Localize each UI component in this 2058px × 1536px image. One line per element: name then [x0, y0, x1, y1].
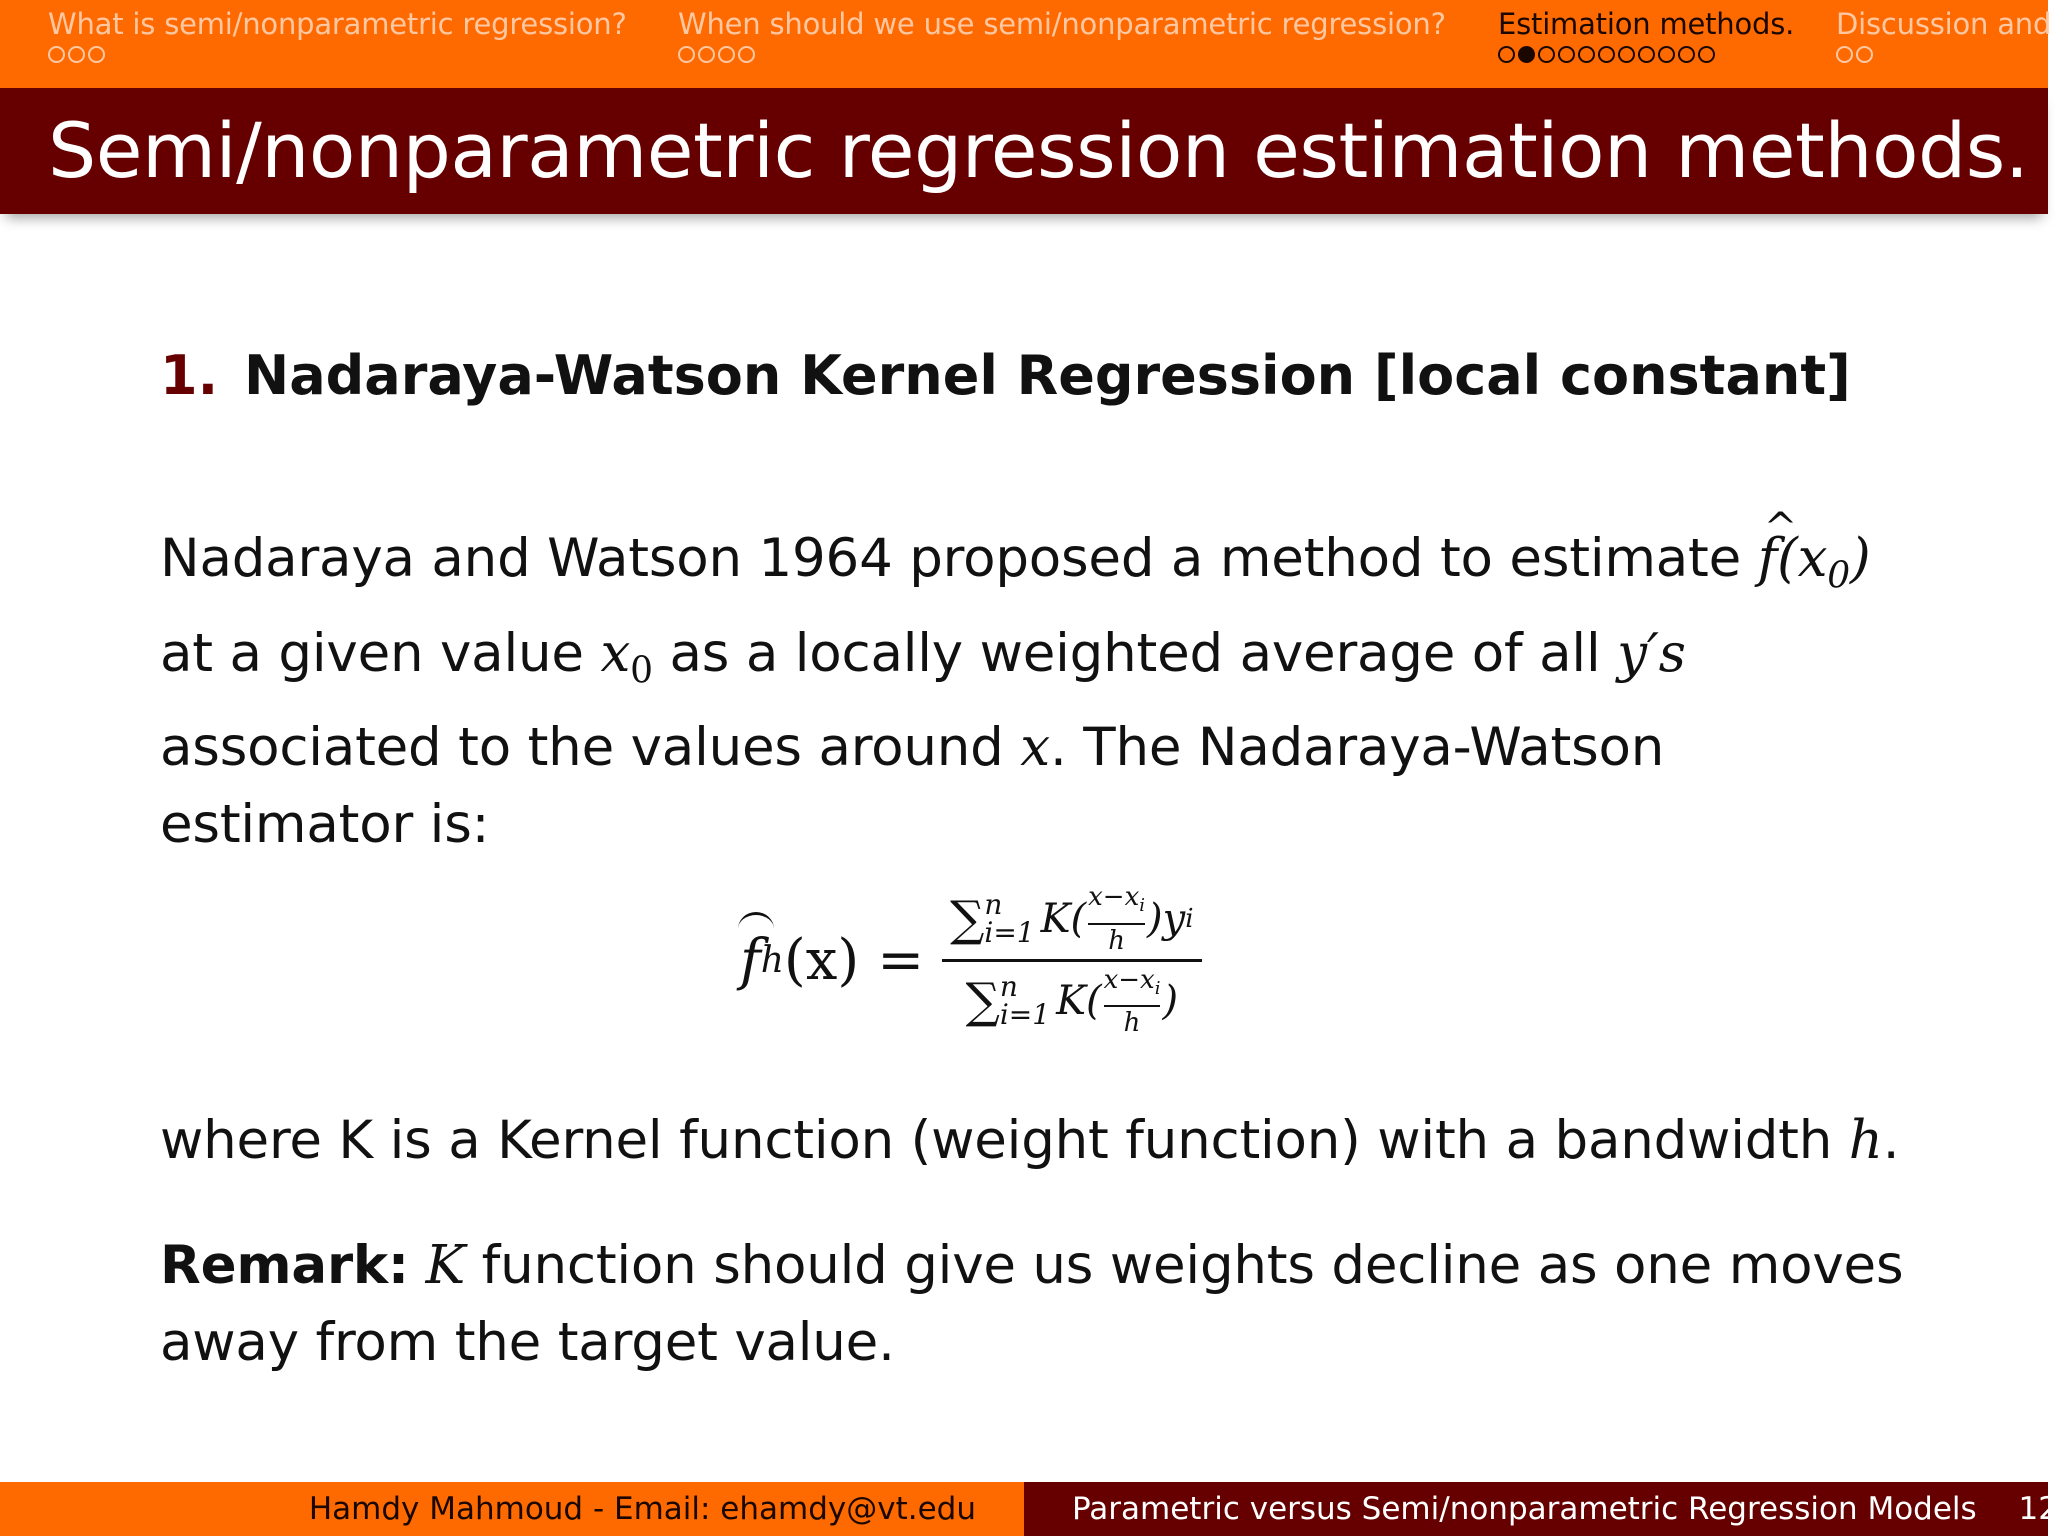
footer-title-block: [1024, 1482, 2058, 1536]
text-run: associated to the values around: [160, 717, 1021, 779]
text-run: as a locally weighted average of all: [652, 622, 1618, 684]
math-K: K: [425, 1235, 465, 1296]
math-run: (x: [1777, 528, 1828, 589]
nav-frame-dot[interactable]: [678, 46, 695, 63]
formula-denominator: [958, 966, 1187, 1037]
nadaraya-watson-formula: [740, 880, 1202, 1040]
fraction-bar: [1088, 923, 1145, 925]
sum-upper: n: [999, 970, 1018, 1004]
math-run: ): [1850, 528, 1871, 589]
sum-limits: [984, 887, 1035, 949]
nav-frame-dot[interactable]: [1638, 46, 1655, 63]
kernel-close: ): [1162, 978, 1179, 1025]
sum-limits: [999, 970, 1051, 1032]
math-run: (x): [783, 927, 860, 993]
equals-sign: =: [877, 927, 925, 993]
math-f-hat: ^ f: [1758, 520, 1777, 597]
nav-section-estimation-methods[interactable]: [1498, 6, 1794, 64]
text-run: where K is a Kernel function (weight function) with a bandwidth: [160, 1110, 1849, 1171]
math-subscript: h: [760, 939, 784, 981]
kernel-open: K(: [1056, 978, 1102, 1025]
math-subscript: i: [1154, 977, 1161, 999]
nav-frame-dot[interactable]: [1678, 46, 1695, 63]
nav-section-title[interactable]: When should we use semi/nonparametric regression?: [678, 7, 1446, 41]
text-run: .: [1882, 1110, 1900, 1171]
kernel-argument-fraction: [1088, 883, 1145, 954]
paragraph-line: [160, 520, 1900, 615]
nav-frame-dot[interactable]: [1698, 46, 1715, 63]
nav-section-title[interactable]: Estimation methods.: [1498, 7, 1795, 41]
nav-frame-dot[interactable]: [1518, 46, 1535, 63]
kernel-argument-fraction: [1104, 966, 1161, 1037]
math-subscript: i: [1185, 903, 1194, 934]
nav-section-title[interactable]: Discussion and: [1836, 7, 2052, 41]
nav-frame-dot[interactable]: [718, 46, 735, 63]
nav-section-dots[interactable]: [1836, 44, 2051, 64]
math-arg: [784, 928, 859, 993]
text-run: function should give us weights decline as one moves: [465, 1235, 1904, 1296]
math-h: h: [1848, 1110, 1883, 1171]
footer-author: Hamdy Mahmoud - Email: ehamdy@vt.edu: [0, 1482, 1024, 1536]
nav-frame-dot[interactable]: [1578, 46, 1595, 63]
fraction-bar: [1104, 1005, 1161, 1007]
nav-frame-dot[interactable]: [48, 46, 65, 63]
formula-numerator: [942, 883, 1201, 954]
nav-section-dots[interactable]: [48, 44, 627, 64]
nav-section-title[interactable]: What is semi/nonparametric regression?: [48, 7, 627, 41]
frame-title: Semi/nonparametric regression estimation methods.: [48, 106, 2029, 195]
nav-section-discussion[interactable]: [1836, 6, 2051, 64]
remark-label: Remark:: [160, 1235, 409, 1296]
paragraph-line: [160, 615, 1900, 710]
math-run: x−x: [1103, 964, 1155, 995]
item-heading: [160, 340, 1920, 412]
nav-frame-dot[interactable]: [738, 46, 755, 63]
text-run: at a given value: [160, 622, 601, 684]
kernel-close: )y: [1147, 895, 1186, 942]
fraction-bar: [942, 959, 1201, 962]
paragraph-line: estimator is:: [160, 794, 490, 856]
remark-block: [160, 1227, 1920, 1381]
footer-page-number: 12: [2018, 1491, 2058, 1527]
nav-section-when-to-use[interactable]: [678, 6, 1446, 64]
math-f-widehat: f: [740, 927, 761, 993]
section-navigation-bar: [0, 0, 2052, 88]
footer-title: Parametric versus Semi/nonparametric Regression Models: [1072, 1491, 1977, 1527]
mini-denominator: h: [1108, 925, 1125, 956]
math-y-prime-s: y′s: [1617, 622, 1686, 684]
nav-section-dots[interactable]: [1498, 44, 1794, 64]
nav-section-dots[interactable]: [678, 44, 1446, 64]
nav-frame-dot[interactable]: [1538, 46, 1555, 63]
nav-frame-dot[interactable]: [1498, 46, 1515, 63]
item-heading-block: [160, 340, 1920, 412]
nav-frame-dot[interactable]: [1856, 46, 1873, 63]
sum-upper: n: [984, 887, 1003, 921]
nav-frame-dot[interactable]: [698, 46, 715, 63]
sum-symbol: ∑: [965, 973, 1000, 1030]
formula-fraction: [942, 883, 1201, 1036]
sum-lower: i=1: [999, 998, 1051, 1032]
nav-frame-dot[interactable]: [68, 46, 85, 63]
sum-lower: i=1: [984, 915, 1035, 949]
nav-frame-dot[interactable]: [1598, 46, 1615, 63]
nav-frame-dot[interactable]: [1658, 46, 1675, 63]
paragraph-line: [160, 709, 1900, 786]
nav-frame-dot[interactable]: [1558, 46, 1575, 63]
text-run: . The Nadaraya-Watson: [1049, 717, 1665, 779]
nav-frame-dot[interactable]: [88, 46, 105, 63]
mini-numerator: [1104, 966, 1161, 1003]
item-heading-text: Nadaraya-Watson Kernel Regression [local constant]: [244, 344, 1851, 407]
formula-lhs: [740, 928, 859, 993]
math-subscript: 0: [1827, 555, 1850, 597]
kernel-description: [160, 1102, 1920, 1179]
paragraph-line: away from the target value.: [160, 1312, 895, 1373]
text-run: Nadaraya and Watson 1964 proposed a method to estimate: [160, 528, 1758, 589]
math-run: x−x: [1088, 882, 1140, 913]
item-number: 1.: [160, 344, 219, 407]
frame-title-bar: [0, 88, 2048, 214]
nav-frame-dot[interactable]: [1618, 46, 1635, 63]
math-x: x: [600, 622, 631, 684]
kernel-open: K(: [1040, 895, 1087, 942]
mini-numerator: [1088, 883, 1145, 920]
math-subscript: 0: [630, 650, 653, 692]
math-subscript: i: [1139, 895, 1146, 917]
sum-symbol: ∑: [950, 890, 985, 947]
nav-section-what-is[interactable]: [48, 6, 627, 64]
mini-denominator: h: [1123, 1007, 1141, 1038]
math-x: x: [1020, 717, 1050, 779]
nav-frame-dot[interactable]: [1836, 46, 1853, 63]
intro-paragraph: [160, 520, 1900, 863]
footer-bar: [0, 1482, 2058, 1536]
paragraph-line: [160, 1227, 1920, 1304]
